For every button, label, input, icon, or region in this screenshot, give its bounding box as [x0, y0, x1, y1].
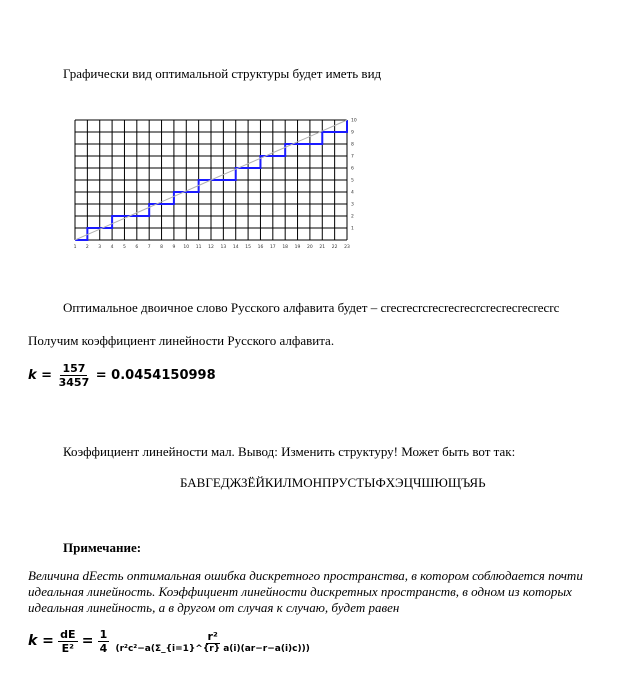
x-tick-label: 3: [98, 245, 102, 250]
x-tick-label: 14: [232, 245, 239, 250]
x-tick-label: 21: [319, 245, 326, 250]
formula2-frac1: [58, 628, 77, 655]
formula2-frac3-den: (r²c²−a(Σ_{i=1}^{r} a(i)(ar−r−a(i)c))): [115, 643, 310, 654]
x-tick-label: 19: [294, 245, 301, 250]
x-tick-label: 9: [172, 245, 176, 250]
y-tick-label: 2: [351, 214, 354, 220]
formula-fraction: [57, 362, 92, 389]
y-tick-label: 10: [351, 118, 357, 124]
formula2-frac3: [113, 630, 311, 654]
y-tick-label: 8: [351, 142, 354, 148]
formula2-frac3-num: r²: [207, 629, 218, 643]
x-tick-label: 18: [282, 245, 289, 250]
x-tick-label: 22: [331, 245, 338, 250]
x-tick-label: 7: [147, 245, 151, 250]
alphabet-text: БАВГЕДЖЗЁЙКИЛМОНПРУСТЫФХЭЦЧШЮЩЪЯЬ: [180, 475, 486, 490]
conclusion-text: Коэффициент линейности мал. Вывод: Изменить структуру! Может быть вот так:: [63, 444, 516, 459]
x-tick-label: 6: [135, 245, 139, 250]
x-tick-label: 11: [195, 245, 202, 250]
y-tick-label: 6: [351, 166, 354, 172]
note-title: Примечание:: [63, 540, 142, 555]
x-tick-label: 1: [73, 245, 77, 250]
y-tick-label: 3: [351, 202, 354, 208]
x-tick-label: 15: [245, 245, 251, 250]
note-line-1: Величина dEесть оптимальная ошибка дискретного пространства, в котором соблюдается почти: [28, 568, 583, 583]
formula-lhs: k =: [28, 368, 53, 383]
y-tick-label: 1: [351, 226, 354, 232]
y-tick-label: 5: [351, 178, 354, 184]
x-tick-label: 10: [183, 245, 190, 250]
x-tick-label: 2: [85, 245, 89, 250]
formula2-frac1-den: E²: [61, 642, 74, 655]
binary-word-text: Оптимальное двоичное слово Русского алфавита будет – crecrecrcrecrecrecrcrecrecrecrecrc: [63, 300, 560, 315]
x-tick-label: 8: [160, 245, 163, 250]
x-tick-label: 17: [269, 245, 276, 250]
y-tick-label: 4: [351, 190, 354, 196]
structure-chart: [70, 112, 370, 252]
formula2-lhs: k =: [28, 633, 54, 649]
formula-rhs: = 0.0454150998: [95, 368, 216, 383]
linearity-text: Получим коэффициент линейности Русского алфавита.: [28, 333, 335, 348]
linearity-formula: [28, 362, 216, 389]
x-tick-label: 12: [208, 245, 214, 250]
coefficient-formula: k = $\frac{dE}{\text{E²}}$ = $\frac{1}{4}$ $\frac{\text{r²}}{\text{(r²c²−a(Σ\_\{i=1\}\textasciicircum{}\{r\} a(i)(ar−r−a(i)c)))}}$: [28, 628, 310, 655]
formula2-frac1-num: dE: [60, 628, 76, 641]
formula-denominator: 3457: [58, 376, 90, 389]
x-tick-label: 16: [257, 245, 264, 250]
x-tick-label: 20: [307, 245, 313, 250]
y-tick-label: 7: [351, 154, 354, 160]
y-tick-label: 9: [351, 130, 354, 136]
formula2-frac2-num: 1: [99, 628, 108, 641]
formula-numerator: 157: [62, 362, 86, 375]
note-line-3: идеальная линейность, а в другом от случая к случаю, будет равен: [28, 600, 400, 615]
formula2-frac2: [98, 628, 110, 655]
x-tick-label: 23: [344, 245, 350, 250]
note-line-2: идеальная линейность. Коэффициент линейности дискретных пространств, в одном из которых: [28, 584, 572, 599]
formula2-frac2-den: 4: [99, 642, 108, 655]
heading-text: Графически вид оптимальной структуры будет иметь вид: [63, 66, 382, 81]
x-tick-label: 5: [123, 245, 126, 250]
x-tick-label: 13: [220, 245, 227, 250]
x-tick-label: 4: [110, 245, 114, 250]
